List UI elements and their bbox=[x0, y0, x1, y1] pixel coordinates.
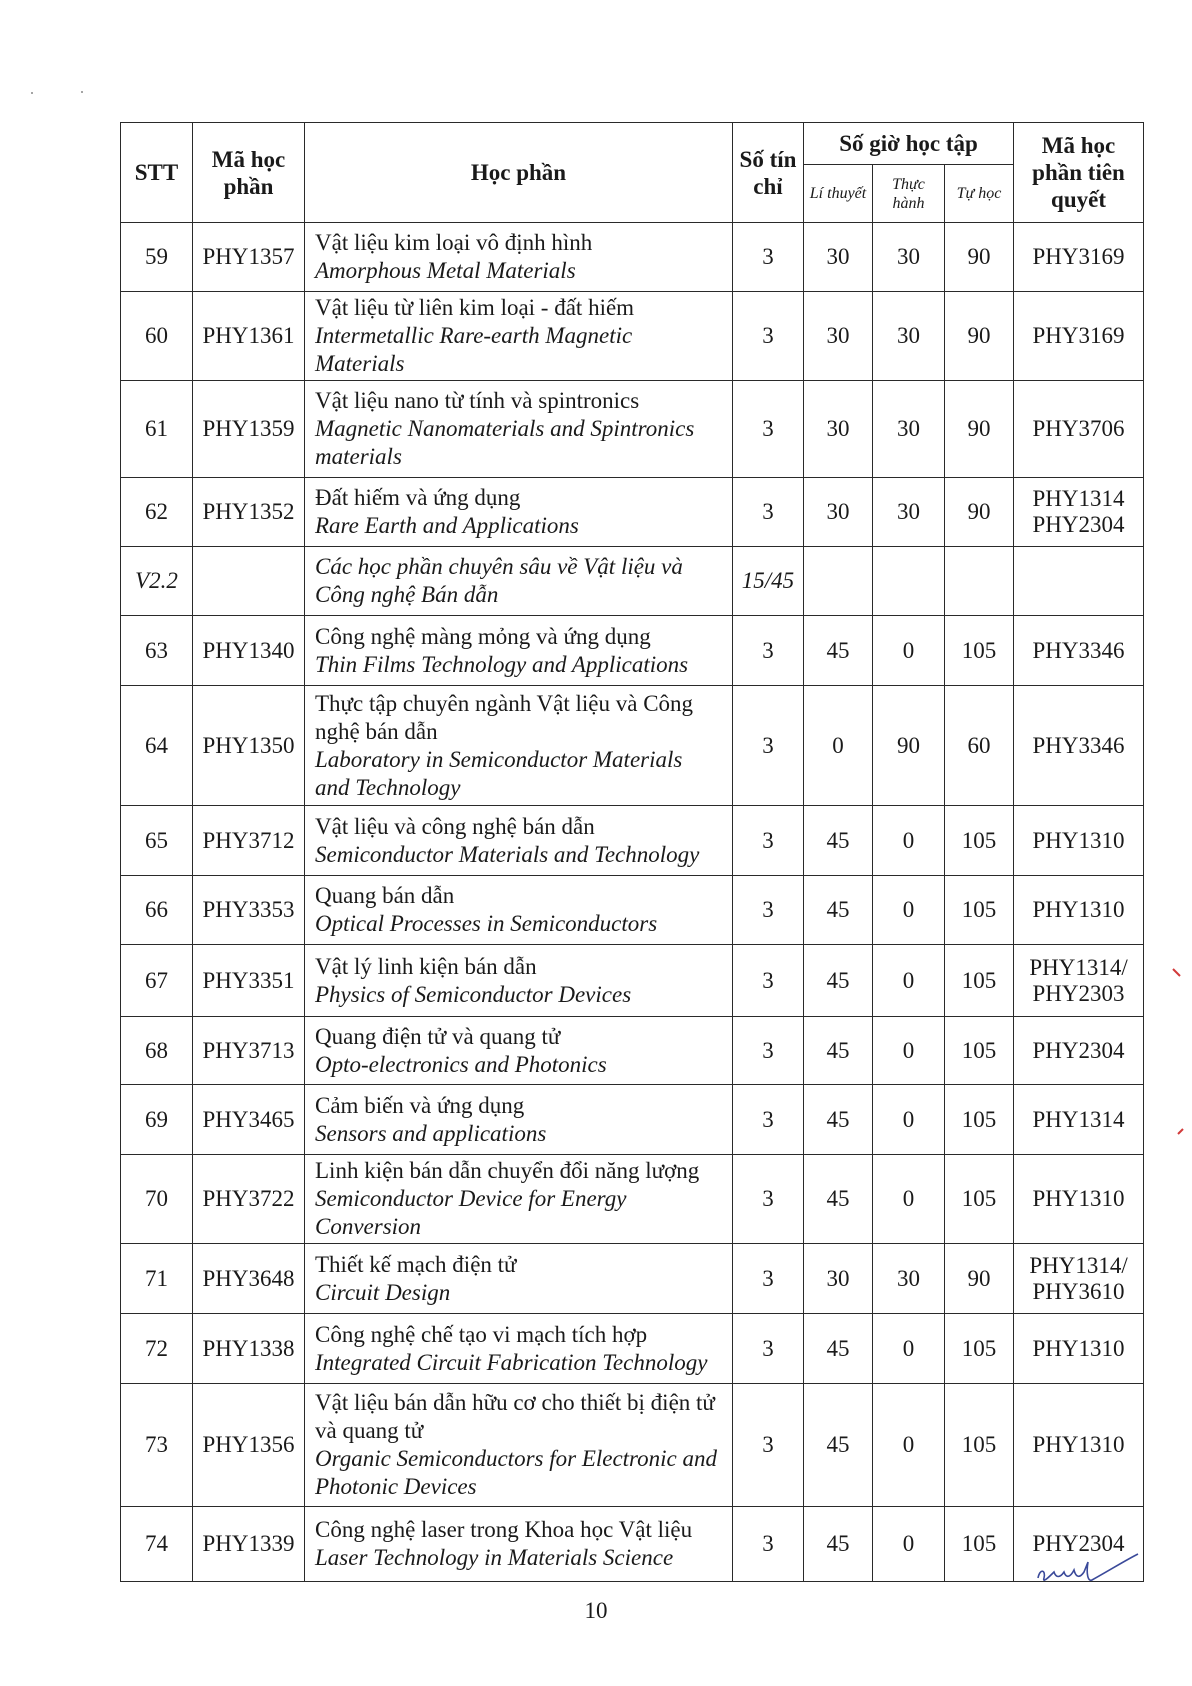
cell-practice: 0 bbox=[873, 945, 945, 1017]
cell-code: PHY1339 bbox=[193, 1507, 305, 1582]
handwritten-signature-icon bbox=[1030, 1548, 1140, 1592]
cell-code: PHY1340 bbox=[193, 616, 305, 686]
cell-prerequisite: PHY1310 bbox=[1014, 1314, 1144, 1384]
cell-credits: 3 bbox=[733, 223, 804, 292]
cell-code: PHY1356 bbox=[193, 1384, 305, 1507]
course-name-vi: Công nghệ màng mỏng và ứng dụng bbox=[315, 623, 651, 649]
cell-code: PHY3712 bbox=[193, 806, 305, 876]
table-row bbox=[121, 223, 1144, 292]
table-row bbox=[121, 381, 1144, 478]
cell-credits: 3 bbox=[733, 1384, 804, 1507]
cell-self-study: 105 bbox=[945, 616, 1014, 686]
cell-credits: 3 bbox=[733, 806, 804, 876]
cell-stt: V2.2 bbox=[121, 547, 193, 616]
cell-practice: 30 bbox=[873, 381, 945, 478]
course-name-en: Magnetic Nanomaterials and Spintronics materials bbox=[315, 416, 695, 469]
cell-theory: 45 bbox=[804, 1155, 873, 1244]
cell-theory: 45 bbox=[804, 1507, 873, 1582]
cell-stt: 71 bbox=[121, 1244, 193, 1314]
cell-theory: 30 bbox=[804, 223, 873, 292]
course-name-vi: Quang bán dẫn bbox=[315, 883, 455, 908]
cell-prerequisite: PHY1310 bbox=[1014, 1155, 1144, 1244]
course-name-en: Laser Technology in Materials Science bbox=[315, 1545, 674, 1570]
table-row bbox=[121, 1017, 1144, 1085]
course-name-en: Laboratory in Semiconductor Materials and Technology bbox=[315, 746, 683, 800]
course-name-en: Amorphous Metal Materials bbox=[315, 258, 576, 283]
cell-prerequisite: PHY3346 bbox=[1014, 686, 1144, 806]
cell-credits: 3 bbox=[733, 945, 804, 1017]
cell-practice: 30 bbox=[873, 223, 945, 292]
cell-course-name bbox=[305, 1507, 733, 1582]
header-hours: Số giờ học tập bbox=[804, 123, 1014, 165]
table-row bbox=[121, 1314, 1144, 1384]
cell-code: PHY3353 bbox=[193, 876, 305, 945]
scan-mark-icon bbox=[1176, 1126, 1186, 1136]
course-name-vi: Thiết kế mạch điện tử bbox=[315, 1251, 517, 1277]
course-name-vi: Vật liệu và công nghệ bán dẫn bbox=[315, 813, 595, 839]
cell-code: PHY3648 bbox=[193, 1244, 305, 1314]
cell-practice: 0 bbox=[873, 806, 945, 876]
cell-practice: 0 bbox=[873, 1507, 945, 1582]
cell-practice: 30 bbox=[873, 478, 945, 547]
cell-practice bbox=[873, 547, 945, 616]
cell-credits: 3 bbox=[733, 686, 804, 806]
cell-code: PHY1350 bbox=[193, 686, 305, 806]
cell-course-name bbox=[305, 1017, 733, 1085]
course-name-en: Semiconductor Materials and Technology bbox=[315, 841, 700, 867]
course-name-vi: Thực tập chuyên ngành Vật liệu và Công nghệ bán dẫn bbox=[315, 690, 694, 744]
cell-code: PHY3465 bbox=[193, 1085, 305, 1155]
cell-practice: 90 bbox=[873, 686, 945, 806]
cell-credits: 3 bbox=[733, 1314, 804, 1384]
cell-course-name bbox=[305, 547, 733, 616]
course-name-vi: Vật liệu từ liên kim loại - đất hiếm bbox=[315, 295, 635, 320]
cell-prerequisite: PHY3169 bbox=[1014, 292, 1144, 381]
header-code: Mã học phần bbox=[193, 123, 305, 223]
cell-course-name bbox=[305, 478, 733, 547]
cell-stt: 59 bbox=[121, 223, 193, 292]
cell-practice: 30 bbox=[873, 1244, 945, 1314]
course-name-en: Thin Films Technology and Applications bbox=[315, 651, 689, 677]
cell-theory: 30 bbox=[804, 292, 873, 381]
cell-credits: 3 bbox=[733, 1085, 804, 1155]
course-name-en: Rare Earth and Applications bbox=[315, 513, 579, 538]
cell-stt: 61 bbox=[121, 381, 193, 478]
cell-theory: 30 bbox=[804, 381, 873, 478]
cell-self-study: 90 bbox=[945, 381, 1014, 478]
cell-course-name bbox=[305, 292, 733, 381]
page-number: 10 bbox=[584, 1598, 608, 1623]
course-name-en: Semiconductor Device for Energy Conversion bbox=[315, 1186, 627, 1239]
cell-self-study: 105 bbox=[945, 806, 1014, 876]
table-row bbox=[121, 806, 1144, 876]
cell-credits: 3 bbox=[733, 876, 804, 945]
cell-practice: 0 bbox=[873, 616, 945, 686]
cell-course-name bbox=[305, 1384, 733, 1507]
table-row bbox=[121, 478, 1144, 547]
cell-course-name bbox=[305, 1244, 733, 1314]
course-name-vi: Vật liệu kim loại vô định hình bbox=[315, 230, 593, 255]
course-name-en: Intermetallic Rare-earth Magnetic Materials bbox=[315, 323, 633, 376]
cell-stt: 67 bbox=[121, 945, 193, 1017]
course-name-en: Sensors and applications bbox=[315, 1120, 547, 1146]
cell-code: PHY3351 bbox=[193, 945, 305, 1017]
cell-prerequisite: PHY1310 bbox=[1014, 1384, 1144, 1507]
cell-stt: 65 bbox=[121, 806, 193, 876]
cell-self-study: 105 bbox=[945, 1507, 1014, 1582]
cell-prerequisite: PHY1310 bbox=[1014, 806, 1144, 876]
cell-self-study: 105 bbox=[945, 1314, 1014, 1384]
cell-self-study: 105 bbox=[945, 1384, 1014, 1507]
cell-course-name bbox=[305, 1085, 733, 1155]
table-row bbox=[121, 1507, 1144, 1582]
cell-self-study: 90 bbox=[945, 223, 1014, 292]
cell-stt: 69 bbox=[121, 1085, 193, 1155]
cell-theory: 0 bbox=[804, 686, 873, 806]
cell-prerequisite: PHY3346 bbox=[1014, 616, 1144, 686]
cell-self-study bbox=[945, 547, 1014, 616]
cell-credits: 3 bbox=[733, 478, 804, 547]
header-practice: Thực hành bbox=[873, 165, 945, 223]
table-body bbox=[121, 223, 1144, 1582]
course-name-en: Circuit Design bbox=[315, 1279, 451, 1305]
cell-theory: 45 bbox=[804, 1085, 873, 1155]
cell-code bbox=[193, 547, 305, 616]
cell-practice: 0 bbox=[873, 1314, 945, 1384]
header-self-study: Tự học bbox=[945, 165, 1014, 223]
cell-practice: 0 bbox=[873, 876, 945, 945]
cell-theory: 45 bbox=[804, 1314, 873, 1384]
cell-practice: 0 bbox=[873, 1155, 945, 1244]
header-theory: Lí thuyết bbox=[804, 165, 873, 223]
course-name-vi: Quang điện tử và quang tử bbox=[315, 1023, 561, 1049]
cell-stt: 68 bbox=[121, 1017, 193, 1085]
course-name-en: Optical Processes in Semiconductors bbox=[315, 911, 658, 936]
table-row bbox=[121, 1155, 1144, 1244]
cell-practice: 0 bbox=[873, 1085, 945, 1155]
cell-prerequisite: PHY2304 bbox=[1014, 1017, 1144, 1085]
cell-code: PHY1338 bbox=[193, 1314, 305, 1384]
course-name-vi: Vật liệu nano từ tính và spintronics bbox=[315, 388, 640, 413]
cell-practice: 0 bbox=[873, 1017, 945, 1085]
table-row bbox=[121, 686, 1144, 806]
table-row bbox=[121, 1244, 1144, 1314]
cell-credits: 3 bbox=[733, 292, 804, 381]
course-name-vi: Cảm biến và ứng dụng bbox=[315, 1092, 525, 1118]
cell-self-study: 90 bbox=[945, 478, 1014, 547]
cell-theory: 45 bbox=[804, 1017, 873, 1085]
course-name-vi: Vật lý linh kiện bán dẫn bbox=[315, 953, 537, 979]
course-name-vi: Công nghệ laser trong Khoa học Vật liệu bbox=[315, 1517, 693, 1542]
header-course: Học phần bbox=[305, 123, 733, 223]
course-name-vi: Đất hiếm và ứng dụng bbox=[315, 485, 521, 510]
cell-self-study: 90 bbox=[945, 292, 1014, 381]
cell-stt: 66 bbox=[121, 876, 193, 945]
cell-course-name bbox=[305, 806, 733, 876]
cell-course-name bbox=[305, 686, 733, 806]
cell-prerequisite: PHY1314 bbox=[1014, 1085, 1144, 1155]
cell-stt: 74 bbox=[121, 1507, 193, 1582]
cell-prerequisite: PHY1310 bbox=[1014, 876, 1144, 945]
cell-self-study: 105 bbox=[945, 1017, 1014, 1085]
cell-prerequisite: PHY1314/ PHY3610 bbox=[1014, 1244, 1144, 1314]
cell-self-study: 105 bbox=[945, 945, 1014, 1017]
table-row bbox=[121, 1085, 1144, 1155]
cell-self-study: 105 bbox=[945, 1155, 1014, 1244]
cell-course-name bbox=[305, 381, 733, 478]
scan-mark-icon bbox=[1172, 968, 1182, 978]
course-name-en: Opto-electronics and Photonics bbox=[315, 1051, 607, 1077]
cell-credits: 3 bbox=[733, 1017, 804, 1085]
curriculum-table bbox=[120, 122, 1144, 1582]
cell-code: PHY1361 bbox=[193, 292, 305, 381]
cell-course-name bbox=[305, 223, 733, 292]
table-header bbox=[121, 123, 1144, 223]
cell-prerequisite: PHY1314/ PHY2303 bbox=[1014, 945, 1144, 1017]
cell-theory: 45 bbox=[804, 876, 873, 945]
cell-stt: 64 bbox=[121, 686, 193, 806]
cell-theory: 30 bbox=[804, 478, 873, 547]
header-prerequisite: Mã học phần tiên quyết bbox=[1014, 123, 1144, 223]
course-name-en: Physics of Semiconductor Devices bbox=[315, 981, 632, 1007]
cell-code: PHY1352 bbox=[193, 478, 305, 547]
cell-stt: 60 bbox=[121, 292, 193, 381]
cell-theory bbox=[804, 547, 873, 616]
cell-credits: 3 bbox=[733, 381, 804, 478]
table-group-row bbox=[121, 547, 1144, 616]
cell-course-name bbox=[305, 1155, 733, 1244]
course-name-en: Các học phần chuyên sâu về Vật liệu và Công nghệ Bán dẫn bbox=[315, 554, 683, 607]
cell-course-name bbox=[305, 616, 733, 686]
cell-prerequisite: PHY3706 bbox=[1014, 381, 1144, 478]
cell-self-study: 105 bbox=[945, 1085, 1014, 1155]
header-stt: STT bbox=[121, 123, 193, 223]
cell-stt: 72 bbox=[121, 1314, 193, 1384]
scan-dust-icon bbox=[30, 88, 90, 98]
cell-stt: 63 bbox=[121, 616, 193, 686]
cell-credits: 3 bbox=[733, 616, 804, 686]
cell-theory: 30 bbox=[804, 1244, 873, 1314]
cell-stt: 73 bbox=[121, 1384, 193, 1507]
cell-stt: 70 bbox=[121, 1155, 193, 1244]
cell-theory: 45 bbox=[804, 1384, 873, 1507]
table-row bbox=[121, 292, 1144, 381]
cell-code: PHY3722 bbox=[193, 1155, 305, 1244]
cell-self-study: 90 bbox=[945, 1244, 1014, 1314]
course-name-vi: Công nghệ chế tạo vi mạch tích hợp bbox=[315, 1321, 648, 1347]
cell-theory: 45 bbox=[804, 806, 873, 876]
table-row bbox=[121, 616, 1144, 686]
cell-course-name bbox=[305, 876, 733, 945]
cell-stt: 62 bbox=[121, 478, 193, 547]
cell-prerequisite bbox=[1014, 547, 1144, 616]
cell-credits: 15/45 bbox=[733, 547, 804, 616]
cell-self-study: 60 bbox=[945, 686, 1014, 806]
course-name-vi: Linh kiện bán dẫn chuyển đổi năng lượng bbox=[315, 1158, 700, 1183]
cell-theory: 45 bbox=[804, 945, 873, 1017]
cell-theory: 45 bbox=[804, 616, 873, 686]
cell-code: PHY1357 bbox=[193, 223, 305, 292]
cell-prerequisite: PHY1314 PHY2304 bbox=[1014, 478, 1144, 547]
cell-prerequisite: PHY3169 bbox=[1014, 223, 1144, 292]
cell-self-study: 105 bbox=[945, 876, 1014, 945]
course-name-en: Integrated Circuit Fabrication Technology bbox=[315, 1349, 708, 1375]
cell-course-name bbox=[305, 945, 733, 1017]
cell-practice: 30 bbox=[873, 292, 945, 381]
cell-prerequisite: PHY2304 bbox=[1014, 1507, 1144, 1582]
cell-credits: 3 bbox=[733, 1507, 804, 1582]
header-credits: Số tín chỉ bbox=[733, 123, 804, 223]
table-row bbox=[121, 1384, 1144, 1507]
course-name-en: Organic Semiconductors for Electronic and Photonic Devices bbox=[315, 1446, 718, 1499]
cell-code: PHY3713 bbox=[193, 1017, 305, 1085]
cell-course-name bbox=[305, 1314, 733, 1384]
table-row bbox=[121, 945, 1144, 1017]
course-name-vi: Vật liệu bán dẫn hữu cơ cho thiết bị điện tử và quang tử bbox=[315, 1390, 715, 1443]
cell-credits: 3 bbox=[733, 1155, 804, 1244]
cell-code: PHY1359 bbox=[193, 381, 305, 478]
table-row bbox=[121, 876, 1144, 945]
cell-practice: 0 bbox=[873, 1384, 945, 1507]
cell-credits: 3 bbox=[733, 1244, 804, 1314]
